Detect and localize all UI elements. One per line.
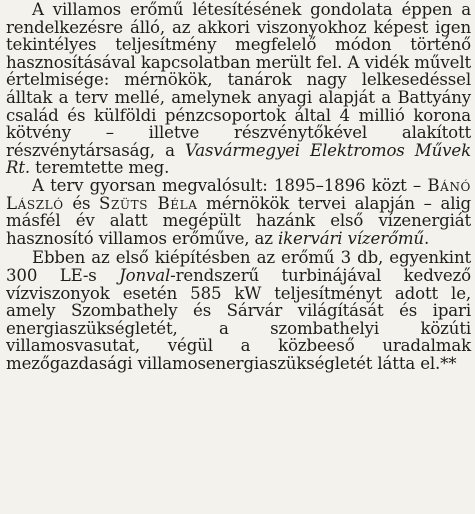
engineer-name-smallcaps: Szüts Béla: [99, 193, 198, 213]
paragraph-founding: [6, 1, 471, 177]
paragraph-text: mérnökök tervei alapján – alig másfél év alatt megépült hazánk első vízenergiát hasznosító villamos erőműve, az: [6, 193, 471, 248]
paragraph-capacity: [6, 249, 471, 372]
paragraph-text: .: [423, 228, 430, 248]
power-plant-name-italic: ikervári vízerőmű: [278, 228, 424, 248]
paragraph-text: Ebben az első kiépítésben az erőmű 3 db, egyenkint 300 LE-s: [6, 248, 471, 285]
engineer-name-smallcaps: Bánó László: [6, 175, 471, 213]
paragraph-text: A terv gyorsan megvalósult: 1895–1896 közt –: [32, 175, 428, 195]
turbine-system-italic: Jonval: [119, 265, 171, 285]
paragraph-construction: [6, 177, 471, 247]
company-name-italic: Vasvármegyei Elektromos Művek Rt.: [6, 140, 471, 178]
paragraph-text: -rendszerű turbinájával kedvező vízviszonyok esetén 585 kW teljesítményt adott le, amely Szombathely és Sárvár világítását és ipari energiaszükségletét, a szombathelyi közúti villamosvasutat, végül a közbeeső uradalmak mezőgazdasági villamosenergiaszükségletét látta el.**: [6, 265, 471, 373]
paragraph-text: és: [63, 193, 100, 213]
paragraph-text: teremtette meg.: [30, 158, 170, 178]
paragraph-text: A villamos erőmű létesítésének gondolata éppen a rendelkezésre álló, az akkori viszonyokhoz képest igen tekintélyes teljesítmény megfelelő módon történő hasznosításával kapcsolatban merült fel. A vidék művelt értelmisége: mérnökök, tanárok nagy lelkesedéssel álltak a terv mellé, amelynek anyagi alapját a Battyány család és külföldi pénzcsoportok által 4 millió korona kötvény – illetve részvénytőkével alakított részvénytársaság, a: [6, 0, 471, 160]
